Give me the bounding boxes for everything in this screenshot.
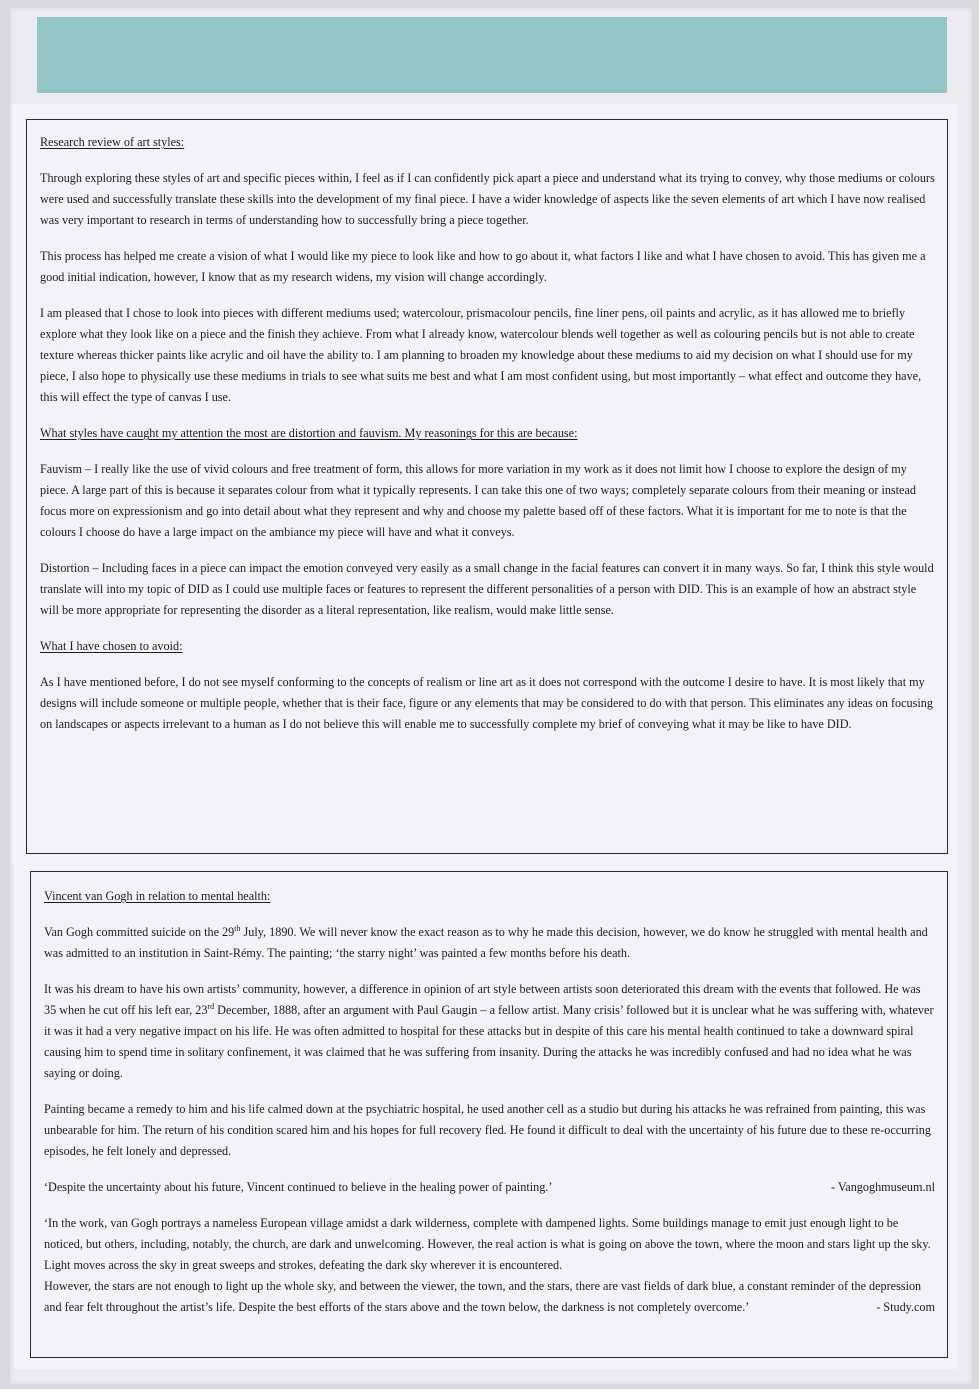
museum-quote-text: ‘Despite the uncertainty about his future, Vincent continued to believe in the healing power of painting.’ [44,1180,553,1194]
research-paragraph-2: This process has helped me create a vision of what I would like my piece to look like and how to go about it, what factors I like and what I have chosen to avoid. This has given me a good initial indication, however, I know that as my research widens, my vision will change accordingly. [40,249,926,284]
distortion-paragraph: Distortion – Including faces in a piece can impact the emotion conveyed very easily as a small change in the facial features can convert it in many ways. So far, I think this style would translate will into my topic of DID as I could use multiple faces or features to represent the different personalities of a person with DID. This is an example of how an abstract style will be more appropriate for representing the disorder as a literal representation, like realism, would make little sense. [40,561,934,617]
avoid-paragraph: As I have mentioned before, I do not see myself conforming to the concepts of realism or line art as it does not correspond with the outcome I desire to have. It is most likely that my designs will include someone or multiple people, whether that is their face, figure or any elements that may be considered to do with that person. This eliminates any ideas on focusing on landscapes or aspects irrelevant to a human as I do not believe this will enable me to successfully complete my brief of conveying what it may be like to have DID. [40,675,933,731]
van-gogh-box [30,871,948,1358]
research-paragraph-3: I am pleased that I chose to look into pieces with different mediums used; watercolour, prismacolour pencils, fine liner pens, oil paints and acrylic, as it has allowed me to briefly explore what they look like on a piece and the finish they achieve. From what I already know, watercolour blends well together as well as colouring pencils but is not able to create texture whereas thicker paints like acrylic and oil have the ability to. I am planning to broaden my knowledge about these mediums to aid my decision on what I should use for my piece, I also hope to physically use these mediums in trials to see what suits me best and what I am most confident using, but most importantly – what effect and outcome they have, this will effect the type of canvas I use. [40,306,922,404]
study-quote-text-2: However, the stars are not enough to light up the whole sky, and between the viewer, the town, and the stars, there are vast fields of dark blue, a constant reminder of the depression and fear felt throughout the artist’s life. Despite the best efforts of the stars above and the town below, the darkness is not completely overcome.’ [44,1279,922,1314]
museum-quote [44,1177,935,1198]
research-paragraph-1: Through exploring these styles of art and specific pieces within, I feel as if I can confidently pick apart a piece and understand what its trying to convey, why those mediums or colours were used and successfully translate these skills into the development of my final piece. I have a wider knowledge of aspects like the seven elements of art which I have now realised was very important to research in terms of understanding how to successfully bring a piece together. [40,171,935,227]
fauvism-paragraph: Fauvism – I really like the use of vivid colours and free treatment of form, this allows for more variation in my work as it does not limit how I choose to explore the design of my piece. A large part of this is because it separates colour from what it typically represents. I can take this one of two ways; completely separate colours from their meaning or instead focus more on expressionism and go into detail about what they represent and why and choose my palette based off of these factors. What it is important for me to note is that the colours I choose do have a large impact on the ambiance my piece will have and what it conveys. [40,462,916,539]
research-review-heading: Research review of art styles: [40,135,185,149]
museum-quote-source: - Vangoghmuseum.nl [830,1180,935,1194]
study-quote-text-1: ‘In the work, van Gogh portrays a nameless European village amidst a dark wilderness, complete with dampened lights. Some buildings manage to emit just enough light to be noticed, but others, including, notably, the church, are dark and unwelcoming. However, the real action is what is going on above the town, where the moon and stars light up the sky. Light moves across the sky in great sweeps and strokes, defeating the dark sky wherever it is encountered. [44,1216,931,1272]
van-gogh-paragraph-1: Van Gogh committed suicide on the 29th July, 1890. We will never know the exact reason as to why he made this decision, however, we do know he struggled with mental health and was admitted to an institution in Saint-Rémy. The painting; ‘the starry night’ was painted a few months before his death. [44,923,928,960]
study-quote [44,1213,935,1318]
teal-title-strip [37,17,947,93]
research-review-box [26,119,948,854]
avoid-heading: What I have chosen to avoid: [40,639,183,653]
van-gogh-paragraph-2: It was his dream to have his own artists’ community, however, a difference in opinion of art style between artists soon deteriorated this dream with the events that followed. He was 35 when he cut off his left ear, 23rd December, 1888, after an argument with Paul Gaugin – a fellow artist. Many crisis’ followed but it is unclear what he was suffering with, whatever it was it had a very negative impact on his life. He was often admitted to hospital for these attacks but in despite of this care his mental health continued to take a downward spiral causing him to spend time in solitary confinement, it was claimed that he was suffering from insanity. During the attacks he was incredibly confused and had no idea what he was saying or doing. [44,982,934,1080]
study-quote-source: - Study.com [876,1300,935,1314]
van-gogh-heading: Vincent van Gogh in relation to mental health: [44,889,271,903]
van-gogh-paragraph-3: Painting became a remedy to him and his life calmed down at the psychiatric hospital, he used another cell as a studio but during his attacks he was refrained from painting, this was unbearable for him. The return of his condition scared him and his hopes for full recovery fled. He found it difficult to deal with the uncertainty of his future due to these re-occurring episodes, he felt lonely and depressed. [44,1102,931,1158]
styles-heading: What styles have caught my attention the most are distortion and fauvism. My reasonings for this are because: [40,426,578,440]
